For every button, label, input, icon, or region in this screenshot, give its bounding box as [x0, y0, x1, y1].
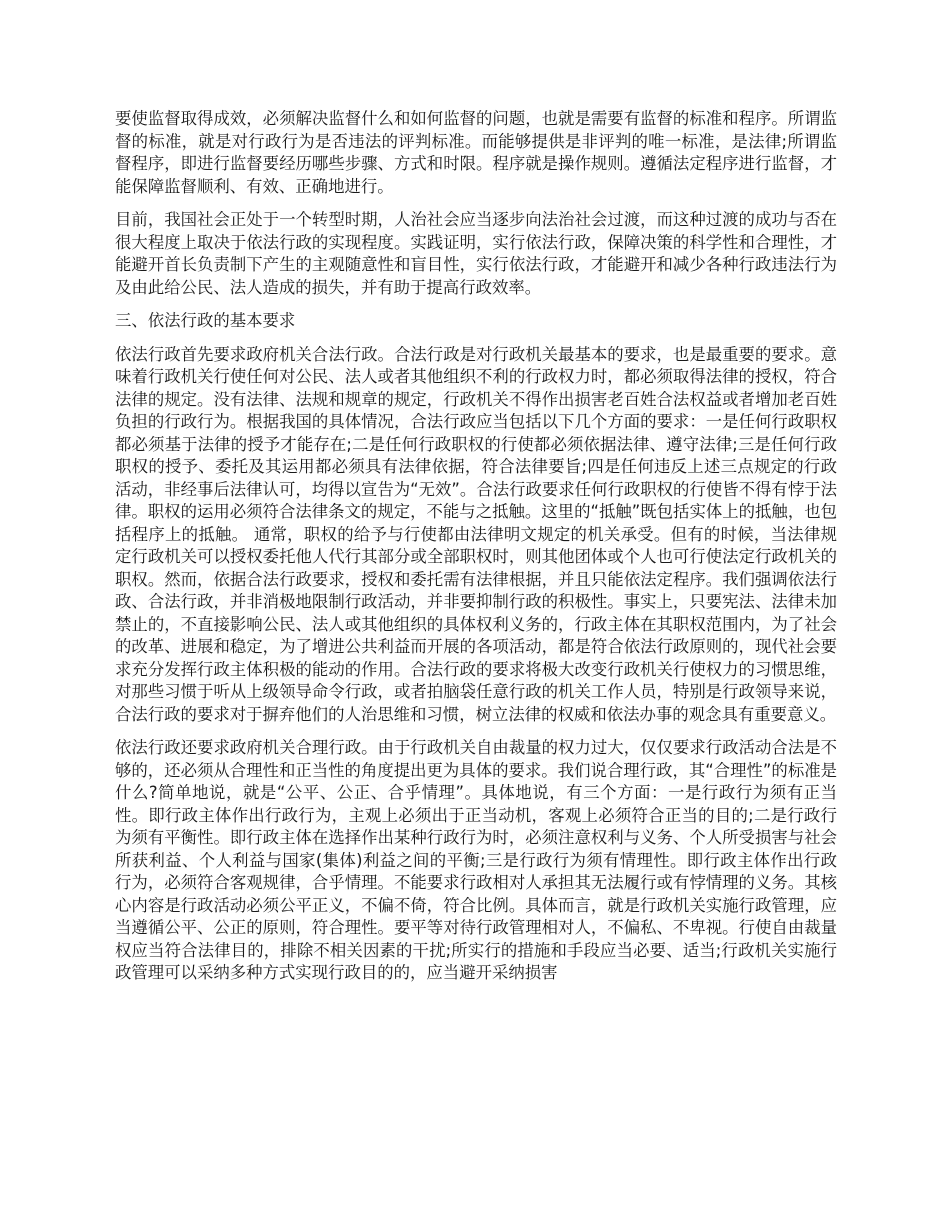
- paragraph-lawful-administration: 依法行政首先要求政府机关合法行政。合法行政是对行政机关最基本的要求，也是最重要的要求。意味着行政机关行使任何对公民、法人或者其他组织不利的行政权力时，都必须取得法律的授权，符合法律的规定。没有法律、法规和规章的规定，行政机关不得作出损害老百姓合法权益或者增加老百姓负担的行政行为。根据我国的具体情况，合法行政应当包括以下几个方面的要求：一是任何行政职权都必须基于法律的授予才能存在;二是任何行政职权的行使都必须依据法律、遵守法律;三是任何行政职权的授予、委托及其运用都必须具有法律依据，符合法律要旨;四是任何违反上述三点规定的行政活动，非经事后法律认可，均得以宣告为“无效”。合法行政要求任何行政职权的行使皆不得有悖于法律。职权的运用必须符合法律条文的规定，不能与之抵触。这里的“抵触”既包括实体上的抵触，也包括程序上的抵触。 通常，职权的给予与行使都由法律明文规定的机关承受。但有的时候，当法律规定行政机关可以授权委托他人代行其部分或全部职权时，则其他团体或个人也可行使法定行政机关的职权。然而，依据合法行政要求，授权和委托需有法律根据，并且只能依法定程序。我们强调依法行政、合法行政，并非消极地限制行政活动，并非要抑制行政的积极性。事实上，只要宪法、法律未加禁止的，不直接影响公民、法人或其他组织的具体权利义务的，行政主体在其职权范围内，为了社会的改革、进展和稳定，为了增进公共利益而开展的各项活动，都是符合依法行政原则的，现代社会要求充分发挥行政主体积极的能动的作用。合法行政的要求将极大改变行政机关行使权力的习惯思维，对那些习惯于听从上级领导命令行政，或者拍脑袋任意行政的机关工作人员，特别是行政领导来说，合法行政的要求对于摒弃他们的人治思维和习惯，树立法律的权威和依法办事的观念具有重要意义。: [115, 344, 837, 724]
- document-body: [115, 108, 837, 996]
- section-heading: 三、依法行政的基本要求: [115, 311, 296, 330]
- paragraph-supervision-standards: 要使监督取得成效，必须解决监督什么和如何监督的问题，也就是需要有监督的标准和程序。所谓监督的标准，就是对行政行为是否违法的评判标准。而能够提供是非评判的唯一标准，是法律;所谓监督程序，即进行监督要经历哪些步骤、方式和时限。程序就是操作规则。遵循法定程序进行监督，才能保障监督顺利、有效、正确地进行。: [115, 109, 837, 196]
- paragraph-reasonable-administration: 依法行政还要求政府机关合理行政。由于行政机关自由裁量的权力过大，仅仅要求行政活动合法是不够的，还必须从合理性和正当性的角度提出更为具体的要求。我们说合理行政，其“合理性”的标准是什么?简单地说，就是“公平、公正、合乎情理”。具体地说，有三个方面：一是行政行为须有正当性。即行政主体作出行政行为，主观上必须出于正当动机，客观上必须符合正当的目的;二是行政行为须有平衡性。即行政主体在选择作出某种行政行为时，必须注意权利与义务、个人所受损害与社会所获利益、个人利益与国家(集体)利益之间的平衡;三是行政行为须有情理性。即行政主体作出行政行为，必须符合客观规律，合乎情理。不能要求行政相对人承担其无法履行或有悖情理的义务。其核心内容是行政活动必须公平正义，不偏不倚，符合比例。具体而言，就是行政机关实施行政管理，应当遵循公平、公正的原则，符合理性。要平等对待行政管理相对人，不偏私、不卑视。行使自由裁量权应当符合法律目的，排除不相关因素的干扰;所实行的措施和手段应当必要、适当;行政机关实施行政管理可以采纳多种方式实现行政目的的，应当避开采纳损害: [115, 738, 837, 982]
- paragraph-transition-period: 目前，我国社会正处于一个转型时期，人治社会应当逐步向法治社会过渡，而这种过渡的成功与否在很大程度上取决于依法行政的实现程度。实践证明，实行依法行政，保障决策的科学性和合理性，才能避开首长负责制下产生的主观随意性和盲目性，实行依法行政，才能避开和减少各种行政违法行为及由此给公民、法人造成的损失，并有助于提高行政效率。: [115, 210, 837, 297]
